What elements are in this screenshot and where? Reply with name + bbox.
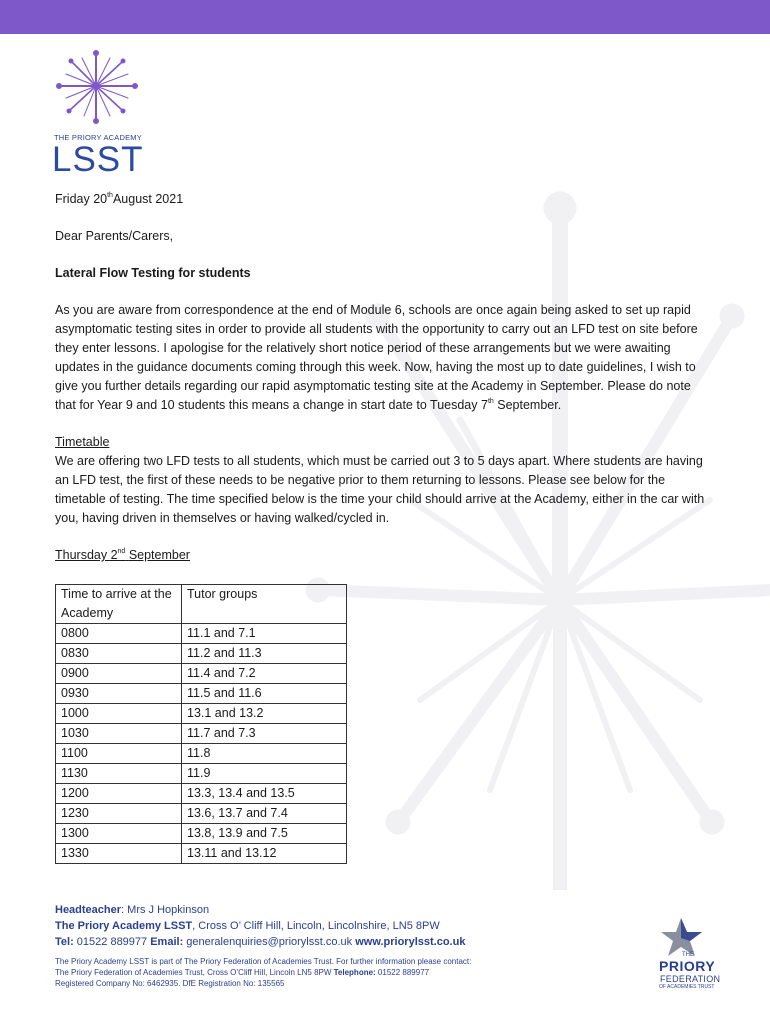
time-cell: 0830 xyxy=(56,644,182,664)
column-header-groups: Tutor groups xyxy=(182,585,347,624)
table-row xyxy=(56,804,347,824)
top-bar xyxy=(0,0,770,34)
letter-body xyxy=(55,190,715,864)
website-link[interactable]: www.priorylsst.co.uk xyxy=(355,936,466,948)
table-row xyxy=(56,644,347,664)
timetable-heading: Timetable xyxy=(55,435,110,449)
testing-timetable xyxy=(55,584,347,864)
tutor-groups-cell: 11.4 and 7.2 xyxy=(182,664,347,684)
table-row xyxy=(56,744,347,764)
day-heading: Thursday 2nd September xyxy=(55,547,190,562)
time-cell: 1030 xyxy=(56,724,182,744)
table-row xyxy=(56,664,347,684)
email-link[interactable]: generalenquiries@priorylsst.co.uk xyxy=(183,936,356,948)
federation-the: THE xyxy=(682,952,694,958)
tutor-groups-cell: 11.7 and 7.3 xyxy=(182,724,347,744)
time-cell: 0930 xyxy=(56,684,182,704)
letter-subject: Lateral Flow Testing for students xyxy=(55,266,251,280)
tutor-groups-cell: 13.6, 13.7 and 7.4 xyxy=(182,804,347,824)
time-cell: 1230 xyxy=(56,804,182,824)
table-header-row xyxy=(56,585,347,624)
table-row xyxy=(56,704,347,724)
time-cell: 1100 xyxy=(56,744,182,764)
footer xyxy=(55,902,655,989)
time-cell: 0900 xyxy=(56,664,182,684)
tutor-groups-cell: 11.5 and 11.6 xyxy=(182,684,347,704)
tutor-groups-cell: 13.8, 13.9 and 7.5 xyxy=(182,824,347,844)
time-cell: 0800 xyxy=(56,624,182,644)
salutation: Dear Parents/Carers, xyxy=(55,229,174,243)
table-row xyxy=(56,764,347,784)
time-cell: 1330 xyxy=(56,844,182,864)
time-cell: 1130 xyxy=(56,764,182,784)
table-row xyxy=(56,624,347,644)
column-header-time: Time to arrive at the Academy xyxy=(56,585,182,624)
tutor-groups-cell: 11.9 xyxy=(182,764,347,784)
tutor-groups-cell: 13.1 and 13.2 xyxy=(182,704,347,724)
logo-lsst-text: LSST xyxy=(52,140,144,179)
tutor-groups-cell: 13.3, 13.4 and 13.5 xyxy=(182,784,347,804)
federation-name: FEDERATION xyxy=(660,974,721,984)
table-row xyxy=(56,684,347,704)
time-cell: 1200 xyxy=(56,784,182,804)
logo-academy-text: THE PRIORY ACADEMY xyxy=(54,133,142,142)
intro-paragraph: As you are aware from correspondence at the end of Module 6, schools are once again being asked to set up rapid asymptomatic testing sites in order to provide all students with the opportunity to carry out an LFD test on site before they enter lessons. I apologise for the relatively short notice period of these arrangements but we were awaiting updates in the guidance documents coming through this week. Now, having the most up to date guidelines, I wish to give you further details regarding our rapid asymptomatic testing site at the Academy in September. Please do note that for Year 9 and 10 students this means a change in start date to Tuesday 7th September. xyxy=(55,303,698,412)
federation-priory: PRIORY xyxy=(659,958,716,974)
tutor-groups-cell: 11.1 and 7.1 xyxy=(182,624,347,644)
time-cell: 1300 xyxy=(56,824,182,844)
address-line: The Priory Academy LSST, Cross O’ Cliff Hill, Lincoln, Lincolnshire, LN5 8PW xyxy=(55,920,440,932)
table-row xyxy=(56,844,347,864)
tutor-groups-cell: 11.2 and 11.3 xyxy=(182,644,347,664)
tutor-groups-cell: 13.11 and 13.12 xyxy=(182,844,347,864)
table-row xyxy=(56,784,347,804)
legal-text: The Priory Academy LSST is part of The Priory Federation of Academies Trust. For further information please contact: The Priory Federation of Academies Trust, Cross O’Cliff Hill, Lincoln LN5 8PW Telephone: 01522 889977 Registered Company No: 6462935. DfE Registration No: 135565 xyxy=(55,957,472,988)
letter-date: Friday 20thAugust 2021 xyxy=(55,191,184,206)
contact-line: Tel: 01522 889977 Email: generalenquiries@priorylsst.co.uk www.priorylsst.co.uk xyxy=(55,936,466,948)
table-row xyxy=(56,724,347,744)
timetable-paragraph: We are offering two LFD tests to all students, which must be carried out 3 to 5 days apart. Where students are having an LFD test, the first of these needs to be negative prior to them returning to lessons. Please see below for the timetable of testing. The time specified below is the time your child should arrive at the Academy, either in the car with you, having driven in themselves or having walked/cycled in. xyxy=(55,454,705,525)
time-cell: 1000 xyxy=(56,704,182,724)
headteacher-line: Headteacher: Mrs J Hopkinson xyxy=(55,904,210,916)
federation-trust: OF ACADEMIES TRUST xyxy=(659,984,715,990)
tutor-groups-cell: 11.8 xyxy=(182,744,347,764)
table-row xyxy=(56,824,347,844)
